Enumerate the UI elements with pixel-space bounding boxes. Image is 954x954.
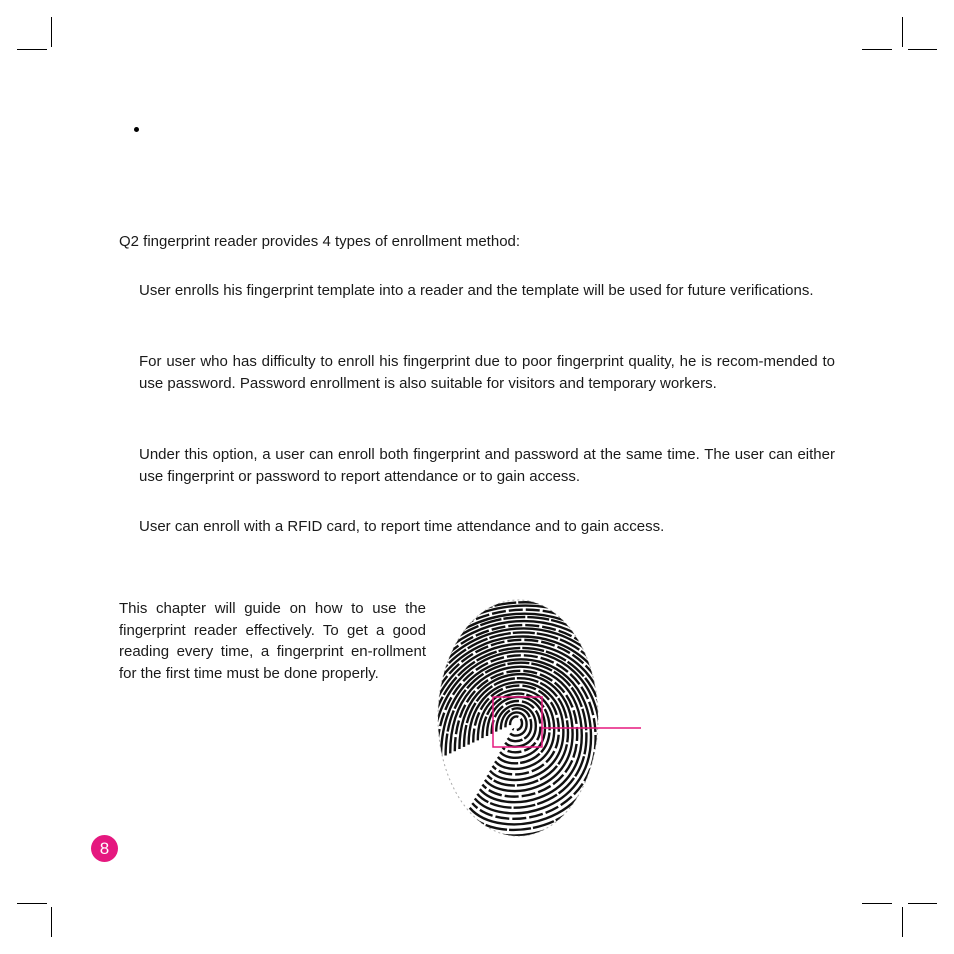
method-rfid-card: User can enroll with a RFID card, to report time attendance and to gain access. [139,518,665,535]
method-fingerprint: User enrolls his fingerprint template into a reader and the template will be used for future verifications. [139,282,814,299]
crop-mark-bottom-left-h [17,903,47,904]
fingerprint-icon [430,590,660,850]
crop-mark-top-right-h1 [862,49,892,50]
crop-mark-bottom-left-v [51,907,52,937]
fingerprint-figure [430,590,660,850]
fingerprint-ridge [510,716,522,730]
crop-mark-bottom-right-h2 [908,903,937,904]
crop-mark-top-right-v [902,17,903,47]
crop-mark-bottom-right-h1 [862,903,892,904]
bullet-point [134,127,139,132]
crop-mark-top-right-h2 [908,49,937,50]
crop-mark-top-left-h [17,49,47,50]
crop-mark-top-left-v [51,17,52,47]
method-fingerprint-and-password: Under this option, a user can enroll both fingerprint and password at the same time. The user can either use fingerprint or password to report attendance or to gain access. [139,446,835,485]
guide-paragraph: This chapter will guide on how to use the fingerprint reader effectively. To get a good reading every time, a fingerprint en-rollment for the first time must be done properly. [119,600,426,682]
crop-mark-bottom-right-v [902,907,903,937]
method-password: For user who has difficulty to enroll his fingerprint due to poor fingerprint quality, he is recom-mended to use password. Password enrollment is also suitable for visitors and temporary workers. [139,353,835,392]
enrollment-intro: Q2 fingerprint reader provides 4 types of enrollment method: [119,233,521,250]
page-number-badge: 8 [91,835,118,862]
